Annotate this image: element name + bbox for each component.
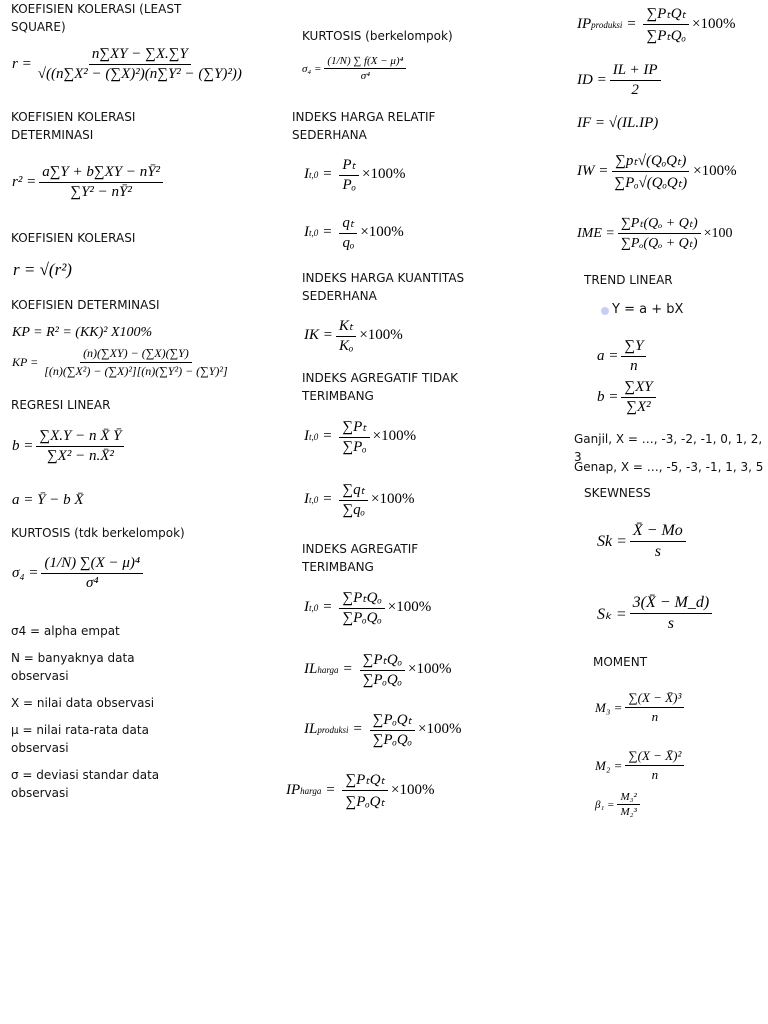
formula-sigma4b-denominator: σ⁴: [360, 70, 371, 82]
heading-trend-linear: TREND LINEAR: [584, 273, 673, 287]
heading-koefisien-determinasi: KOEFISIEN DETERMINASI: [11, 298, 160, 312]
formula-r-numerator: n∑XY − ∑X.∑Y: [89, 46, 191, 65]
formula-m3-numerator: ∑(X − X̄)³: [625, 690, 684, 708]
heading-indeks-agregatif-terimbang: INDEKS AGREGATIF TERIMBANG: [302, 542, 419, 574]
formula-ip-harga-fraction: [342, 770, 388, 811]
formula-m2-lhs: M₂ =: [595, 757, 623, 773]
formula-agg-p-eq: =: [322, 428, 333, 444]
note-ganjil: Ganjil, X = …, -3, -2, -1, 0, 1, 2, 3: [574, 432, 763, 464]
formula-agg-p-lhs: I: [304, 428, 309, 444]
formula-weighted-1-times: ×100%: [387, 599, 432, 615]
formula-it0-p-times: ×100%: [361, 166, 406, 182]
formula-trend-b-denominator: ∑X²: [626, 399, 651, 415]
formula-ip-harga: [286, 770, 434, 811]
formula-ip-harga-numerator: ∑PₜQₜ: [342, 770, 388, 791]
formula-r: [12, 46, 248, 83]
formula-il-produksi-fraction: [370, 710, 415, 749]
formula-b-fraction: [36, 428, 124, 465]
formula-agg-q-sub: t,0: [309, 494, 319, 505]
formula-sk2-numerator: 3(X̄ − M_d): [630, 594, 713, 614]
formula-m2-fraction: [625, 748, 684, 783]
formula-id-fraction: [610, 62, 661, 99]
formula-iw-times: ×100%: [693, 163, 737, 179]
formula-beta1-fraction: [617, 791, 639, 818]
formula-ip-produksi-denominator: ∑PₜQₒ: [646, 28, 686, 44]
formula-il-harga-sub: harga: [317, 664, 339, 675]
formula-it0-p-numerator: Pₜ: [339, 155, 359, 176]
formula-sk2-lhs: Sₖ =: [597, 605, 627, 623]
formula-sk1-numerator: X̄ − Mo: [630, 522, 686, 542]
formula-ip-harga-lhs: IP: [286, 782, 301, 798]
formula-il-harga-times: ×100%: [408, 661, 452, 677]
formula-kp-2-denominator: [(n)(∑X²) − (∑X)²][(n)(∑Y²) − (∑Y)²]: [44, 364, 228, 378]
formula-il-produksi-sub: produksi: [317, 724, 349, 735]
formula-ik-lhs: IK =: [304, 327, 333, 343]
formula-il-produksi-numerator: ∑PₒQₜ: [370, 710, 415, 731]
heading-moment: MOMENT: [593, 655, 648, 669]
formula-agg-p-fraction: [339, 417, 369, 456]
formula-id-lhs: ID =: [577, 72, 607, 88]
formula-r-squared-fraction: [39, 164, 163, 201]
note-genap: Genap, X = …, -5, -3, -1, 1, 3, 5: [574, 460, 764, 474]
formula-r-squared: [12, 164, 166, 201]
formula-ime-numerator: ∑Pₜ(Qₒ + Qₜ): [618, 215, 701, 234]
formula-m2: [595, 748, 687, 783]
formula-sk1-lhs: Sk =: [597, 532, 627, 550]
formula-iw-denominator: ∑Pₒ√(QₒQₜ): [614, 175, 688, 191]
heading-koefisien-kolerasi: KOEFISIEN KOLERASI: [11, 231, 136, 245]
heading-koefisien-kolerasi-determinasi: KOEFISIEN KOLERASI DETERMINASI: [11, 110, 136, 142]
formula-agg-p-denominator: ∑Pₒ: [342, 439, 367, 455]
formula-sigma4: [12, 555, 146, 592]
formula-sigma4b-lhs: σ₄ =: [302, 62, 322, 75]
formula-agg-q-lhs: I: [304, 491, 309, 507]
formula-it0-q-fraction: [339, 213, 357, 252]
formula-kp-2-fraction: [41, 346, 230, 379]
formula-ime-denominator: ∑Pₒ(Qₒ + Qₜ): [620, 236, 698, 251]
formula-ip-harga-denominator: ∑PₒQₜ: [345, 794, 385, 810]
formula-trend-b-fraction: [621, 379, 655, 416]
formula-ip-produksi-lhs: IP: [577, 16, 592, 32]
formula-a-text: a = Ȳ − b X̄: [12, 492, 84, 508]
formula-ime-fraction: [618, 215, 701, 252]
formula-r-fraction: [35, 46, 245, 83]
formula-r-lhs: r =: [12, 56, 32, 72]
formula-ip-produksi: [577, 4, 735, 45]
formula-b-numerator: ∑X.Y − n X̄ Ȳ: [36, 428, 124, 447]
formula-weighted-1-numerator: ∑PₜQₒ: [339, 588, 384, 609]
formula-il-produksi-denominator: ∑PₒQₒ: [372, 732, 412, 748]
formula-trend-b-lhs: b =: [597, 389, 619, 405]
formula-if: [577, 115, 658, 132]
formula-iw-fraction: [611, 151, 690, 192]
formula-il-produksi-times: ×100%: [418, 721, 462, 737]
formula-ime-lhs: IME =: [577, 225, 615, 241]
formula-beta1-numerator: M₃²: [617, 791, 639, 805]
formula-it0-p: [304, 155, 405, 194]
formula-kp-1-text: KP = R² = (KK)² X100%: [12, 325, 153, 340]
formula-it0-p-sub: t,0: [309, 169, 319, 180]
formula-ip-produksi-fraction: [643, 4, 689, 45]
formula-m3: [595, 690, 687, 725]
formula-iw: [577, 151, 737, 192]
formula-trend-a-numerator: ∑Y: [621, 338, 646, 357]
formula-ip-harga-eq: =: [325, 782, 336, 798]
formula-agg-q: [304, 480, 414, 519]
formula-ip-produksi-numerator: ∑PₜQₜ: [643, 4, 689, 25]
definition-n: N = banyaknya data observasi: [11, 651, 135, 683]
formula-m2-numerator: ∑(X − X̄)²: [625, 748, 684, 766]
formula-it0-p-lhs: I: [304, 166, 309, 182]
formula-id-denominator: 2: [631, 82, 639, 98]
formula-kp-1: [12, 325, 152, 341]
definition-x: X = nilai data observasi: [11, 696, 155, 710]
heading-indeks-harga-kuantitas: INDEKS HARGA KUANTITAS SEDERHANA: [302, 271, 465, 303]
formula-if-text: IF = √(IL.IP): [577, 115, 659, 131]
formula-ip-produksi-sub: produksi: [591, 19, 623, 30]
formula-agg-q-numerator: ∑qₜ: [339, 480, 368, 501]
definition-sigma: σ = deviasi standar data observasi: [11, 768, 160, 800]
formula-sigma4-lhs: σ₄ =: [12, 565, 39, 581]
formula-agg-q-eq: =: [322, 491, 333, 507]
formula-ip-harga-sub: harga: [300, 785, 322, 796]
formula-il-harga-fraction: [360, 650, 405, 689]
formula-a: [12, 492, 84, 509]
formula-kp-2: [12, 346, 234, 379]
formula-weighted-1-eq: =: [322, 599, 333, 615]
formula-trend-a: [597, 338, 649, 375]
formula-agg-q-times: ×100%: [371, 491, 415, 507]
formula-sigma4-fraction: [41, 555, 143, 592]
formula-trend-a-denominator: n: [630, 358, 638, 374]
heading-indeks-agregatif-tidak-terimbang: INDEKS AGREGATIF TIDAK TERIMBANG: [302, 371, 458, 403]
formula-ime: [577, 215, 733, 252]
formula-sk1: [597, 522, 689, 561]
formula-it0-p-fraction: [339, 155, 359, 194]
formula-m3-fraction: [625, 690, 684, 725]
formula-ik-numerator: Kₜ: [336, 316, 356, 337]
formula-agg-p: [304, 417, 416, 456]
formula-it0-q-numerator: qₜ: [339, 213, 357, 234]
formula-r-squared-numerator: a∑Y + b∑XY − nȲ²: [39, 164, 163, 183]
formula-ip-produksi-eq: =: [626, 16, 637, 32]
formula-il-harga-eq: =: [342, 661, 353, 677]
formula-trend-a-lhs: a =: [597, 348, 619, 364]
bullet-dot: [601, 307, 609, 315]
formula-iw-numerator: ∑pₜ√(QₒQₜ): [612, 151, 689, 172]
formula-id: [577, 62, 664, 99]
formula-trend-b: [597, 379, 659, 416]
formula-it0-q-eq: =: [322, 224, 333, 240]
formula-kp-2-numerator: (n)(∑XY) − (∑X)(∑Y): [80, 346, 192, 363]
formula-il-harga-numerator: ∑PₜQₒ: [360, 650, 405, 671]
formula-ik-denominator: Kₒ: [338, 338, 354, 354]
formula-agg-p-times: ×100%: [372, 428, 417, 444]
formula-b-denominator: ∑X² − n.X̄²: [46, 448, 114, 464]
formula-ip-produksi-times: ×100%: [692, 16, 736, 32]
formula-il-harga: [304, 650, 452, 689]
formula-weighted-1-denominator: ∑PₒQₒ: [342, 610, 382, 626]
formula-weighted-1-fraction: [339, 588, 384, 627]
formula-it0-q-lhs: I: [304, 224, 309, 240]
formula-id-numerator: IL + IP: [610, 62, 661, 81]
formula-trend-b-numerator: ∑XY: [621, 379, 655, 398]
formula-sigma4-numerator: (1/N) ∑(X − μ)⁴: [41, 555, 143, 574]
heading-regresi-linear: REGRESI LINEAR: [11, 398, 111, 412]
formula-m3-lhs: M₃ =: [595, 699, 623, 715]
formula-il-harga-lhs: IL: [304, 661, 318, 677]
formula-b: [12, 428, 127, 465]
formula-sigma4b-numerator: (1/N) ∑ f(X − μ)⁴: [324, 55, 406, 69]
definition-mu: µ = nilai rata-rata data observasi: [11, 723, 149, 755]
formula-il-produksi-lhs: IL: [304, 721, 318, 737]
trend-linear-equation: Y = a + bX: [612, 302, 684, 317]
formula-iw-lhs: IW =: [577, 163, 609, 179]
formula-r-sqrt: [13, 260, 72, 280]
formula-r-denominator: √((n∑X² − (∑X)²)(n∑Y² − (∑Y)²)): [37, 66, 242, 82]
formula-sigma4-berkelompok: [302, 55, 409, 82]
formula-sk2-fraction: [630, 594, 713, 633]
formula-m3-denominator: n: [651, 709, 659, 724]
formula-ik-times: ×100%: [359, 327, 403, 343]
formula-beta1-denominator: M₂³: [620, 806, 637, 818]
formula-il-produksi: [304, 710, 462, 749]
formula-agg-q-denominator: ∑qₒ: [342, 502, 365, 518]
definition-sigma4: σ4 = alpha empat: [11, 624, 120, 638]
formula-ime-times: ×100: [703, 225, 733, 241]
formula-it0-q-times: ×100%: [360, 224, 404, 240]
heading-kurtosis-tdk-berkelompok: KURTOSIS (tdk berkelompok): [11, 526, 185, 540]
formula-kp-2-lhs: KP =: [12, 355, 39, 369]
formula-m2-denominator: n: [651, 767, 659, 782]
formula-it0-p-eq: =: [322, 166, 333, 182]
formula-ik: [304, 316, 403, 355]
heading-kurtosis-berkelompok: KURTOSIS (berkelompok): [302, 29, 453, 43]
formula-sk1-fraction: [630, 522, 686, 561]
formula-weighted-1: [304, 588, 431, 627]
formula-r-sqrt-text: r = √(r²): [13, 260, 72, 279]
formula-sigma4b-fraction: [324, 55, 406, 82]
formula-sigma4-denominator: σ⁴: [85, 575, 99, 591]
formula-beta1: [595, 791, 643, 818]
formula-agg-p-numerator: ∑Pₜ: [339, 417, 369, 438]
formula-ik-fraction: [336, 316, 356, 355]
formula-weighted-1-sub: t,0: [309, 602, 319, 613]
formula-sk2: [597, 594, 715, 633]
formula-sk1-denominator: s: [654, 543, 661, 560]
formula-agg-q-fraction: [339, 480, 368, 519]
heading-indeks-harga-relatif: INDEKS HARGA RELATIF SEDERHANA: [292, 110, 436, 142]
formula-il-produksi-eq: =: [352, 721, 363, 737]
formula-b-lhs: b =: [12, 438, 34, 454]
formula-r-squared-lhs: r² =: [12, 174, 37, 190]
heading-koefisien-korelasi-least-square: KOEFISIEN KOLERASI (LEAST SQUARE): [11, 2, 182, 34]
formula-agg-p-sub: t,0: [309, 431, 319, 442]
formula-it0-q-sub: t,0: [309, 227, 319, 238]
formula-beta1-lhs: β₁ =: [595, 798, 615, 811]
heading-skewness: SKEWNESS: [584, 486, 651, 500]
formula-it0-p-denominator: Pₒ: [342, 177, 356, 193]
formula-ip-harga-times: ×100%: [391, 782, 435, 798]
formula-it0-q: [304, 213, 404, 252]
formula-sk2-denominator: s: [667, 615, 674, 632]
formula-trend-a-fraction: [621, 338, 646, 375]
formula-weighted-1-lhs: I: [304, 599, 309, 615]
formula-il-harga-denominator: ∑PₒQₒ: [362, 672, 402, 688]
formula-r-squared-denominator: ∑Y² − nȲ²: [70, 184, 132, 200]
formula-it0-q-denominator: qₒ: [342, 235, 355, 251]
